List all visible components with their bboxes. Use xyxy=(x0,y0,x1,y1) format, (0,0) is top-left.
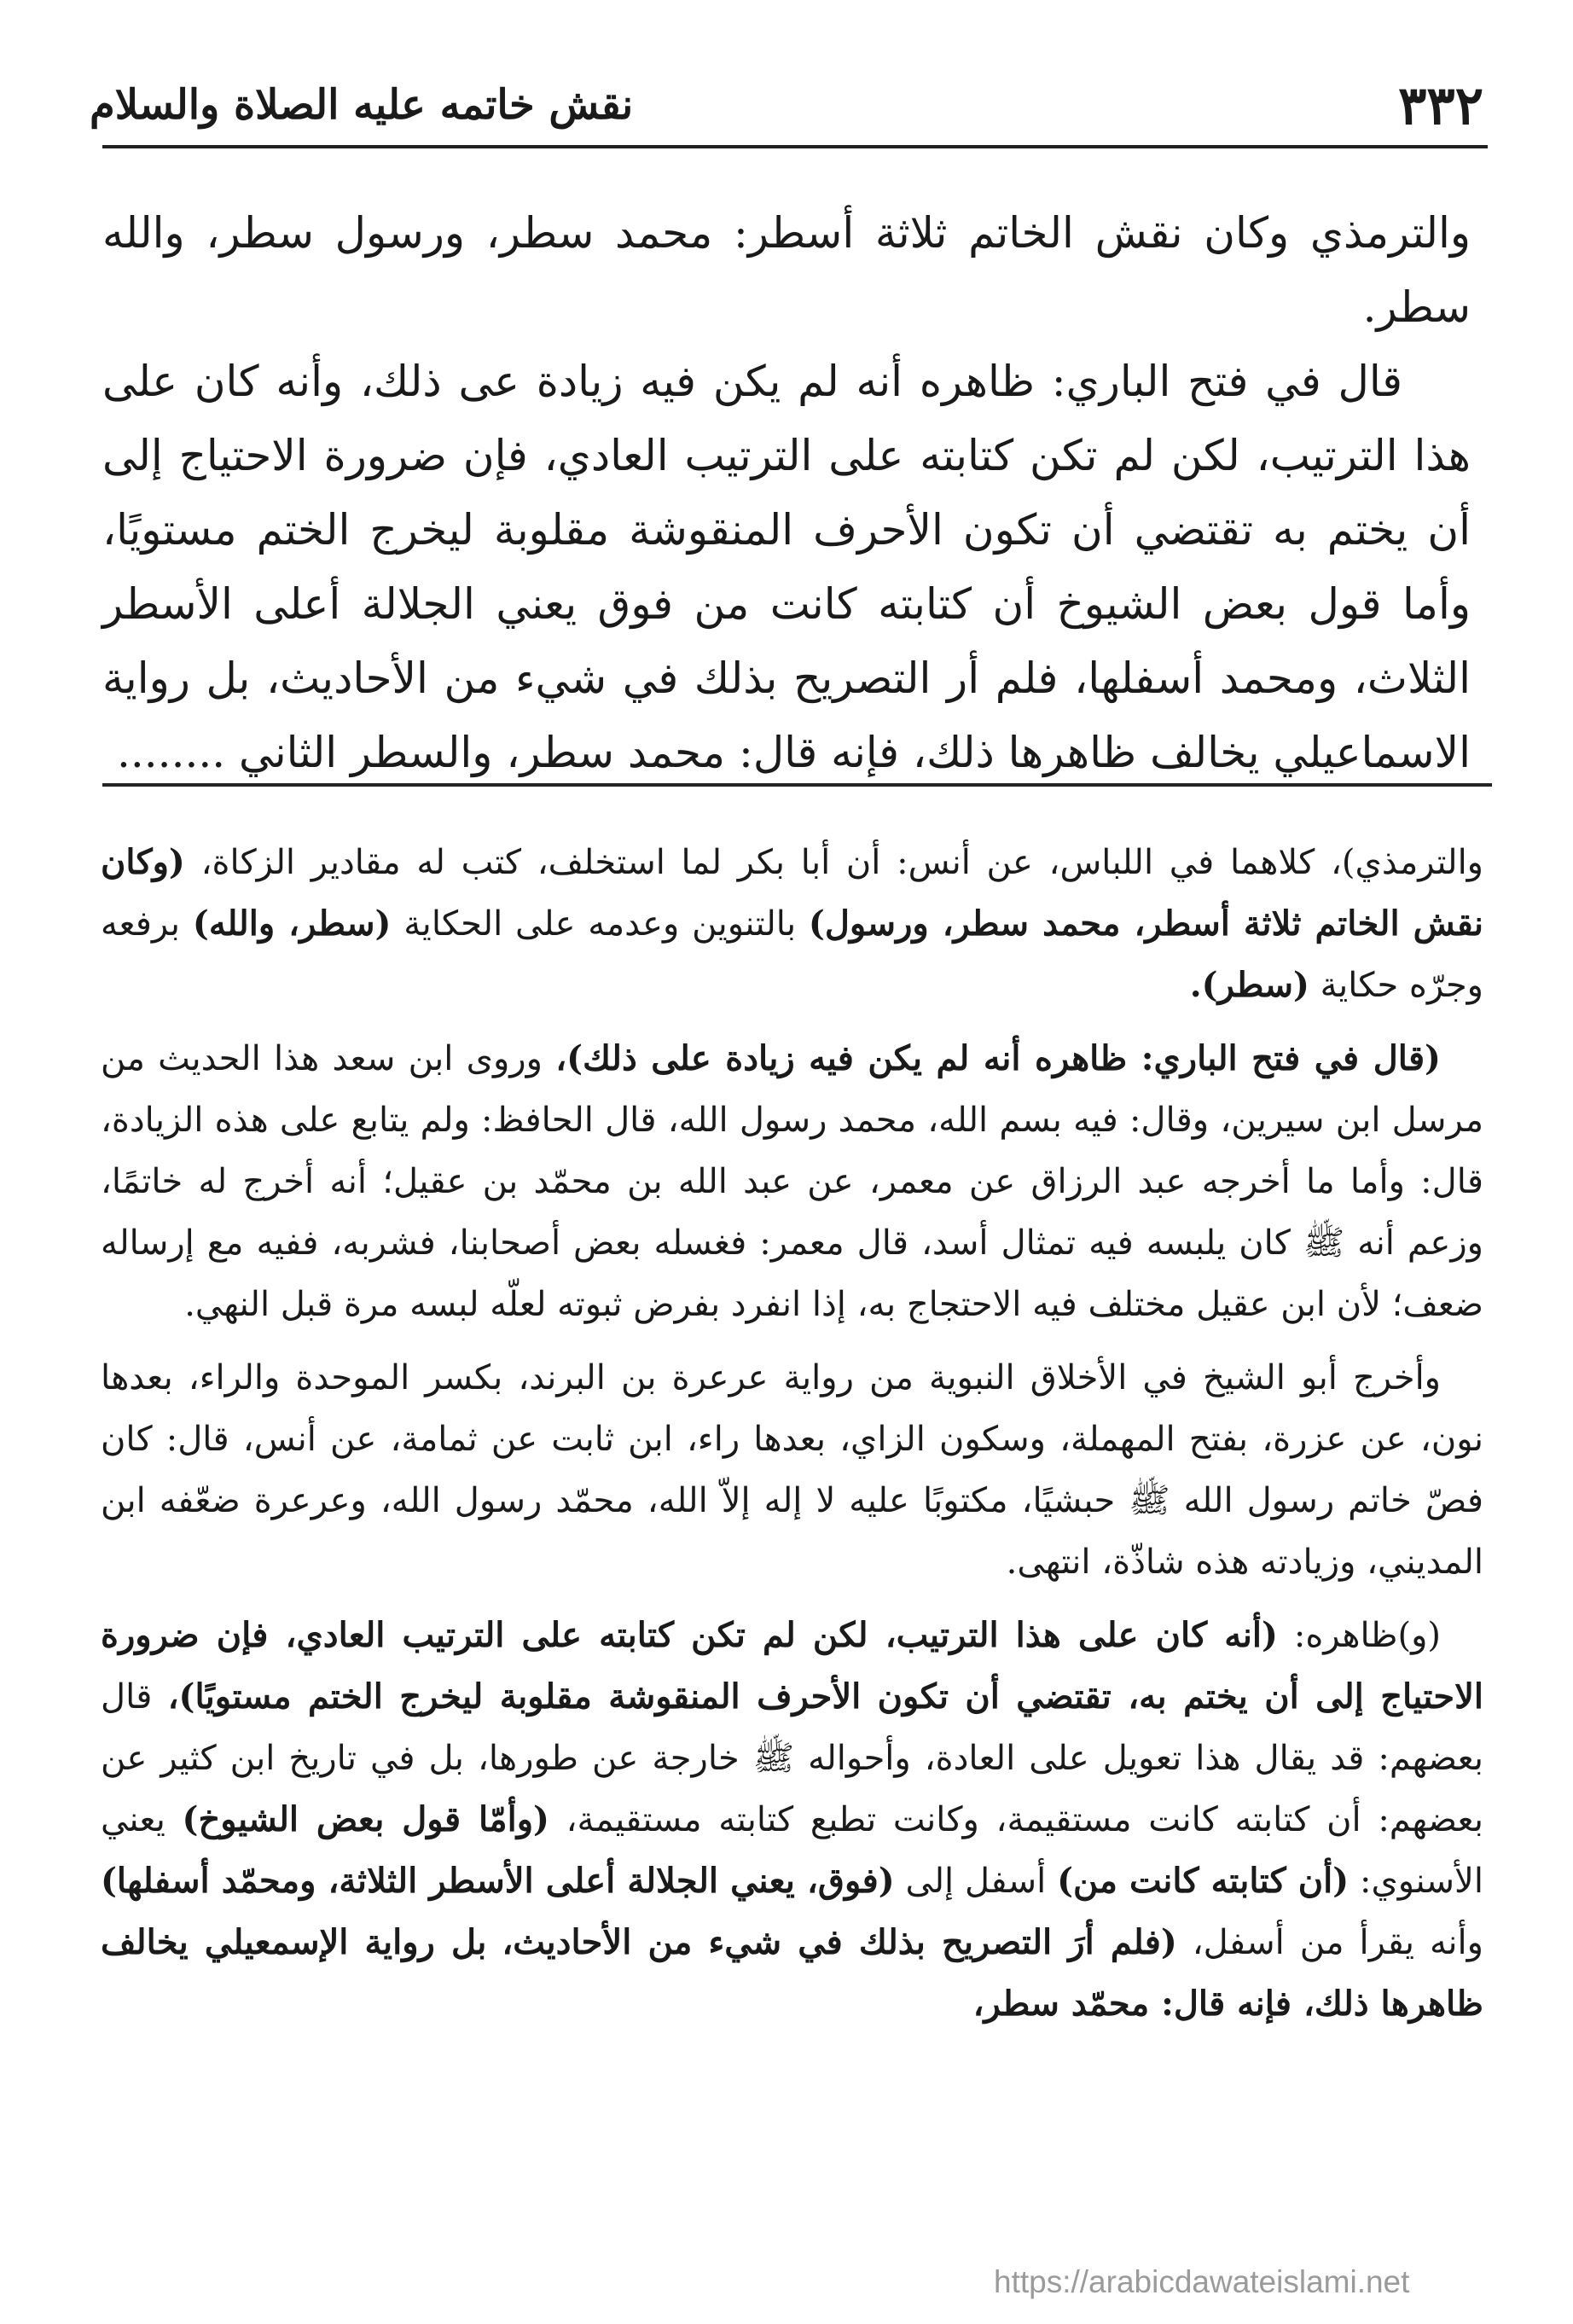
quoted-text: (فوق، يعني الجلالة أعلى الأسطر الثلاثة، ومحمّد أسفلها) xyxy=(101,1861,895,1901)
commentary-text: والترمذي)، كلاهما في اللباس، عن أنس: أن أبا بكر لما استخلف، كتب له مقادير الزكاة، xyxy=(200,843,1484,882)
main-text xyxy=(102,196,1471,790)
quoted-text: (وكان نقش الخاتم ثلاثة أسطر، محمد سطر، ورسول) xyxy=(101,842,1484,944)
main-paragraph: قال في فتح الباري: ظاهره أنه لم يكن فيه زيادة عى ذلك، وأنه كان على هذا الترتيب، لكن لم تكن كتابته على الترتيب العادي، فإن ضرورة الاحتياج إلى أن يختم به تقتضي أن تكون الأحرف المنقوشة مقلوبة ليخرج الختم مستويًا، وأما قول بعض الشيوخ أن كتابته كانت من فوق يعني الجلالة أعلى الأسطر الثلاث، ومحمد أسفلها، فلم أر التصريح بذلك في شيء من الأحاديث، بل رواية الاسماعيلي يخالف ظاهرها ذلك، فإنه قال: محمد سطر، والسطر الثاني ........ xyxy=(102,357,1471,777)
commentary-paragraph xyxy=(101,832,1483,1016)
commentary-text: وأنه يقرأ من أسفل، xyxy=(1192,1923,1483,1962)
commentary-text: وروى ابن سعد هذا الحديث من مرسل ابن سيرين، وقال: فيه بسم الله، محمد رسول الله، قال الحافظ: ولم يتابع على هذه الزيادة، قال: وأما ما أخرجه عبد الرزاق عن معمر، عن عبد الله بن محمّد بن عقيل؛ أنه أخرج له خاتمًا، وزعم أنه ﷺ كان يلبسه فيه تمثال أسد، قال معمر: فغسله بعض أصحابنا، فشربه، ففيه مع إرساله ضعف؛ لأن ابن عقيل مختلف فيه الاحتجاج به، إذا انفرد بفرض ثبوته لعلّه لبسه مرة قبل النهي. xyxy=(101,1039,1484,1324)
commentary-text: أسفل إلى xyxy=(905,1862,1047,1901)
commentary-text: بالتنوين وعدمه على الحكاية xyxy=(403,904,797,944)
page-header xyxy=(90,67,1483,143)
quoted-text: (أنه كان على هذا الترتيب، لكن لم تكن كتابته على الترتيب العادي، فإن ضرورة الاحتياج إلى أن يختم به، تقتضي أن تكون الأحرف المنقوشة مقلوبة ليخرج الختم مستويًا)، xyxy=(101,1615,1484,1717)
main-paragraph: والترمذي وكان نقش الخاتم ثلاثة أسطر: محمد سطر، ورسول سطر، والله سطر. xyxy=(102,208,1471,332)
commentary-text: يعني الأسنوي: xyxy=(101,1800,1483,1901)
commentary-text: (و)ظاهره: xyxy=(1293,1616,1441,1655)
quoted-text: (أن كتابته كانت من) xyxy=(1057,1861,1350,1901)
commentary-paragraph xyxy=(101,1605,1483,2035)
watermark-url: https://arabicdawateislami.net xyxy=(994,2264,1410,2299)
quoted-text: (فلم أرَ التصريح بذلك في شيء من الأحاديث، xyxy=(502,1922,1177,1962)
commentary-text: قال بعضهم: قد يقال هذا تعويل على العادة، وأحواله ﷺ خارجة عن طورها، بل في تاريخ ابن كثير عن بعضهم: أن كتابته كانت مستقيمة، وكانت تطبع كتابته مستقيمة، xyxy=(101,1677,1483,1839)
quoted-text: بل رواية الإسمعيلي يخالف ظاهرها ذلك، فإنه قال: محمّد سطر، xyxy=(101,1922,1483,2024)
commentary xyxy=(101,832,1483,2047)
commentary-text: وأخرج أبو الشيخ في الأخلاق النبوية من رواية عرعرة بن البرند، بكسر الموحدة والراء، بعدها نون، عن عزرة، بفتح المهملة، وسكون الزاي، بعدها راء، ابن ثابت عن ثمامة، عن أنس، قال: كان فصّ خاتم رسول الله ﷺ حبشيًا، مكتوبًا عليه لا إله إلاّ الله، محمّد رسول الله، وعرعرة ضعّفه ابن المديني، وزيادته هذه شاذّة، انتهى. xyxy=(101,1358,1483,1582)
page-number: ٣٣٢ xyxy=(1398,73,1483,137)
running-title: نقش خاتمه عليه الصلاة والسلام xyxy=(90,81,634,129)
header-rule xyxy=(102,145,1488,148)
commentary-paragraph xyxy=(101,1028,1483,1335)
commentary-paragraph xyxy=(101,1347,1483,1593)
quoted-text: (سطر). xyxy=(1189,965,1309,1005)
quoted-text: (وأمّا قول بعض الشيوخ) xyxy=(182,1799,549,1839)
commentary-text: برفعه وجرّه حكاية xyxy=(101,904,1483,1005)
quoted-text: (قال في فتح الباري: ظاهره أنه لم يكن فيه زيادة على ذلك)، xyxy=(555,1038,1441,1078)
commentary-divider xyxy=(102,783,1492,787)
quoted-text: (سطر، والله) xyxy=(192,903,392,944)
